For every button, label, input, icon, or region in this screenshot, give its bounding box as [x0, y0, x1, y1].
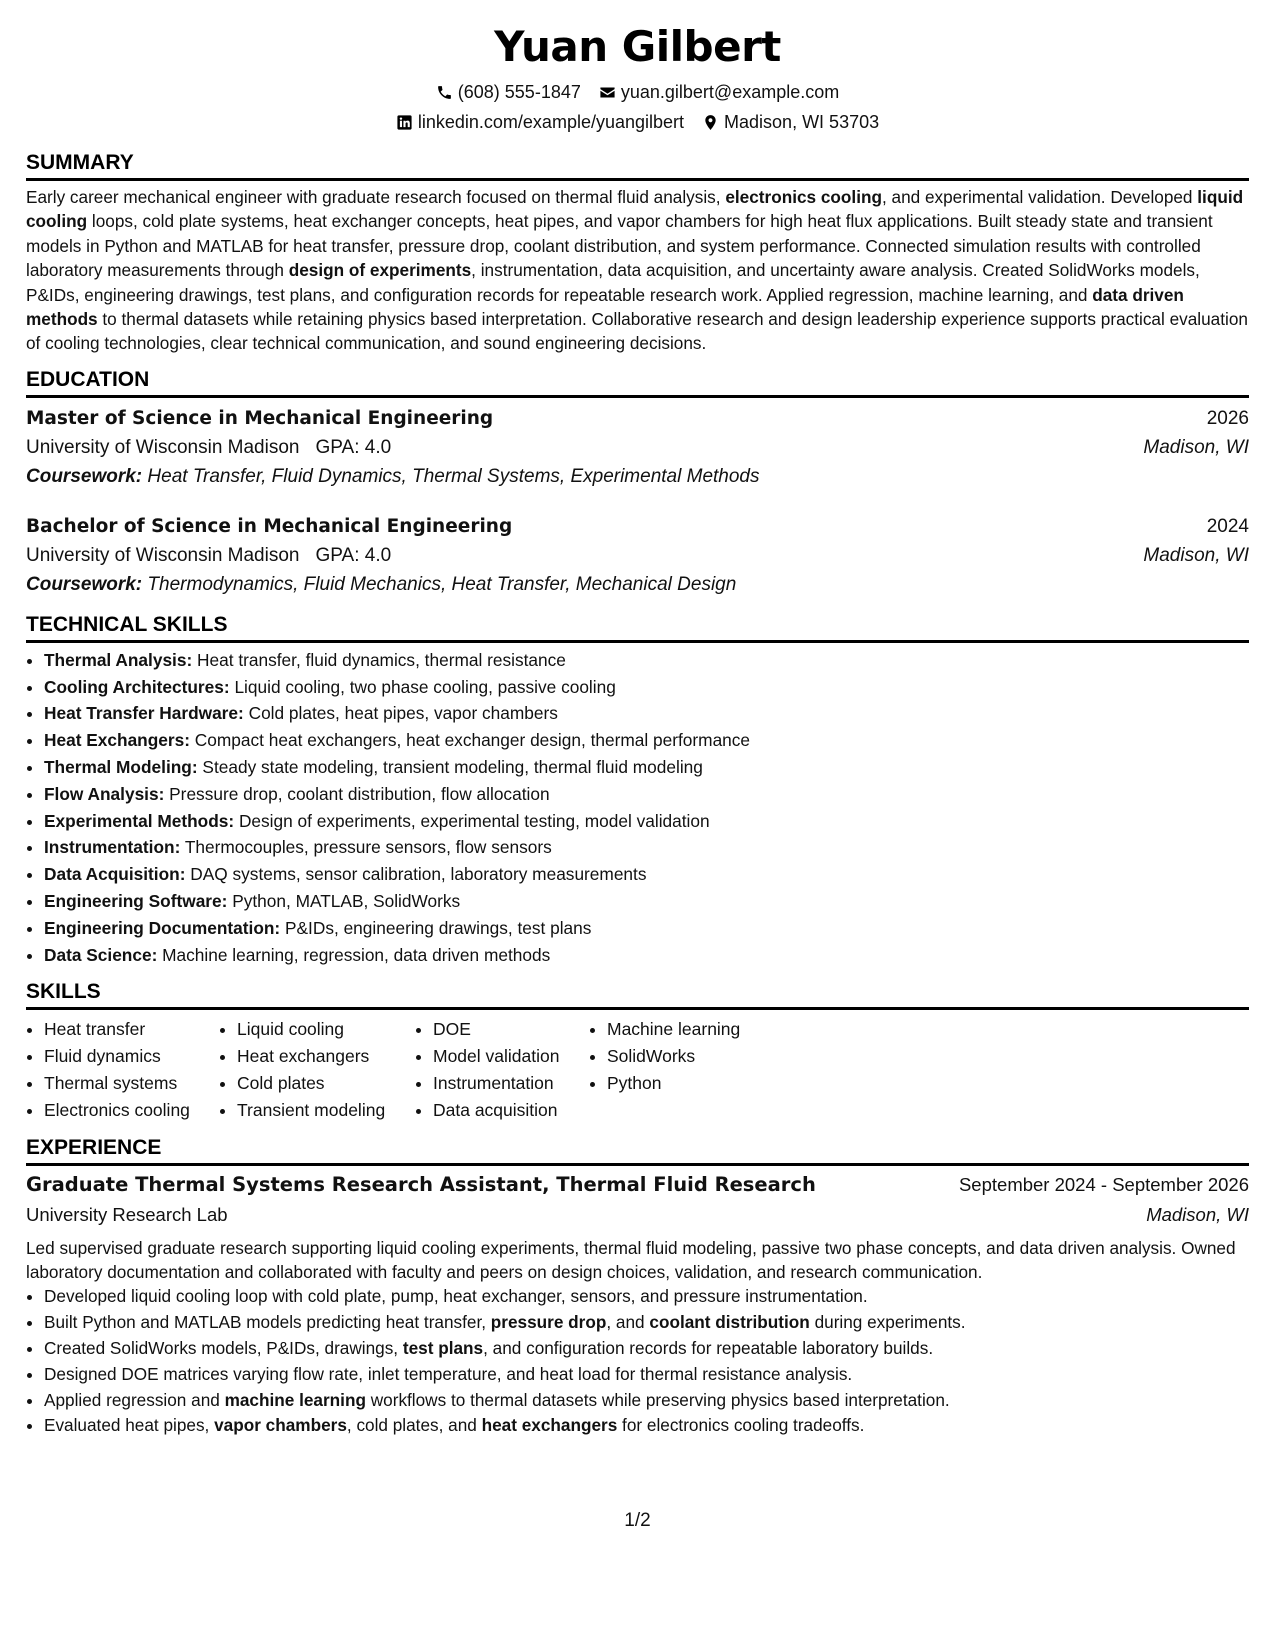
- list-item: • Created SolidWorks models, P&IDs, drawings, test plans, and configuration records for repeatable laboratory builds.: [44, 1336, 1249, 1362]
- gpa: GPA: 4.0: [315, 436, 392, 458]
- list-item: • Instrumentation: [433, 1070, 589, 1097]
- degree-title: Master of Science in Mechanical Engineering: [26, 407, 494, 429]
- education-entry-masters: [26, 404, 1249, 491]
- list-item: • Engineering Documentation: P&IDs, engineering drawings, test plans: [44, 915, 1249, 942]
- degree-title: Bachelor of Science in Mechanical Engineering: [26, 515, 513, 537]
- resume-header: [26, 22, 1249, 137]
- job-bullets: [26, 1284, 1249, 1439]
- experience-heading: EXPERIENCE: [26, 1136, 1249, 1166]
- list-item: • Developed liquid cooling loop with cold plate, pump, heat exchanger, sensors, and pressure instrumentation.: [44, 1284, 1249, 1310]
- list-item: • Machine learning: [607, 1016, 807, 1043]
- skills-column-4: [589, 1016, 807, 1124]
- list-item: • Flow Analysis: Pressure drop, coolant distribution, flow allocation: [44, 781, 1249, 808]
- school-location: Madison, WI: [1143, 544, 1249, 566]
- list-item: • Liquid cooling: [237, 1016, 415, 1043]
- list-item: • Data acquisition: [433, 1097, 589, 1124]
- linkedin-contact[interactable]: [396, 107, 684, 137]
- phone-number: (608) 555-1847: [457, 82, 581, 102]
- page-number: 1/2: [624, 1510, 651, 1531]
- school-location: Madison, WI: [1143, 436, 1249, 458]
- list-item: • Instrumentation: Thermocouples, pressure sensors, flow sensors: [44, 834, 1249, 861]
- phone-icon: [436, 84, 453, 101]
- summary-section: [26, 151, 1249, 356]
- experience-section: [26, 1136, 1249, 1439]
- list-item: • Heat Exchangers: Compact heat exchangers, heat exchanger design, thermal performance: [44, 727, 1249, 754]
- list-item: • Electronics cooling: [44, 1097, 219, 1124]
- linkedin-url[interactable]: linkedin.com/example/yuangilbert: [417, 112, 685, 132]
- list-item: • Model validation: [433, 1043, 589, 1070]
- list-item: • Designed DOE matrices varying flow rate, inlet temperature, and heat load for thermal resistance analysis.: [44, 1362, 1249, 1388]
- coursework: Coursework: Thermodynamics, Fluid Mechanics, Heat Transfer, Mechanical Design: [26, 573, 737, 595]
- school-name: University of Wisconsin Madison: [26, 436, 300, 458]
- job-location: Madison, WI: [1146, 1204, 1249, 1226]
- contact-line-2: [26, 107, 1249, 137]
- location-text: Madison, WI 53703: [724, 112, 880, 132]
- list-item: • Applied regression and machine learning workflows to thermal datasets while preserving physics based interpretation.: [44, 1388, 1249, 1414]
- skills-column-3: [415, 1016, 589, 1124]
- summary-text: Early career mechanical engineer with graduate research focused on thermal fluid analysis, electronics cooling, and experimental validation. Developed liquid cooling loops, cold plate systems, heat exchanger concepts, heat pipes, and vapor chambers for high heat flux applications. Built steady state and transient models in Python and MATLAB for heat transfer, pressure drop, coolant distribution, and system performance. Connected simulation results with controlled laboratory measurements through design of experiments, instrumentation, data acquisition, and uncertainty aware analysis. Created SolidWorks models, P&IDs, engineering drawings, test plans, and configuration records for repeatable research work. Applied regression, machine learning, and data driven methods to thermal datasets while retaining physics based interpretation. Collaborative research and design leadership experience supports practical evaluation of cooling technologies, clear technical communication, and sound engineering decisions.: [26, 187, 1248, 354]
- job-dates: September 2024 - September 2026: [958, 1174, 1249, 1196]
- school-name: University of Wisconsin Madison: [26, 544, 300, 566]
- email-address[interactable]: yuan.gilbert@example.com: [620, 82, 840, 102]
- list-item: • Fluid dynamics: [44, 1043, 219, 1070]
- list-item: • DOE: [433, 1016, 589, 1043]
- skills-column-2: [219, 1016, 415, 1124]
- list-item: • Experimental Methods: Design of experiments, experimental testing, model validation: [44, 808, 1249, 835]
- education-entry-bachelors: [26, 512, 1249, 599]
- envelope-icon: [599, 84, 616, 101]
- education-heading: EDUCATION: [26, 368, 1249, 398]
- location-contact: [702, 107, 879, 137]
- list-item: • Cold plates: [237, 1070, 415, 1097]
- gpa: GPA: 4.0: [315, 544, 392, 566]
- candidate-name: Yuan Gilbert: [494, 22, 781, 71]
- graduation-year: 2026: [1206, 407, 1249, 429]
- experience-entry: [26, 1170, 1249, 1439]
- technical-skills-heading: TECHNICAL SKILLS: [26, 613, 1249, 643]
- job-title: Graduate Thermal Systems Research Assistant, Thermal Fluid Research: [26, 1173, 816, 1197]
- list-item: • Built Python and MATLAB models predicting heat transfer, pressure drop, and coolant distribution during experiments.: [44, 1310, 1249, 1336]
- skills-grid: [26, 1016, 1249, 1124]
- list-item: • Data Science: Machine learning, regression, data driven methods: [44, 942, 1249, 969]
- list-item: • Python: [607, 1070, 807, 1097]
- list-item: • SolidWorks: [607, 1043, 807, 1070]
- list-item: • Thermal Modeling: Steady state modeling, transient modeling, thermal fluid modeling: [44, 754, 1249, 781]
- contact-line-1: [26, 77, 1249, 107]
- list-item: • Cooling Architectures: Liquid cooling, two phase cooling, passive cooling: [44, 674, 1249, 701]
- list-item: • Thermal Analysis: Heat transfer, fluid dynamics, thermal resistance: [44, 647, 1249, 674]
- job-organization: University Research Lab: [26, 1204, 228, 1226]
- list-item: • Engineering Software: Python, MATLAB, SolidWorks: [44, 888, 1249, 915]
- email-contact[interactable]: [599, 77, 839, 107]
- education-section: [26, 368, 1249, 599]
- list-item: • Heat Transfer Hardware: Cold plates, heat pipes, vapor chambers: [44, 700, 1249, 727]
- phone-contact: [436, 77, 581, 107]
- skills-section: [26, 980, 1249, 1124]
- job-description: Led supervised graduate research supporting liquid cooling experiments, thermal fluid modeling, passive two phase concepts, and data driven analysis. Owned laboratory documentation and collaborated with faculty and peers on design choices, validation, and research communication.: [26, 1238, 1236, 1283]
- map-pin-icon: [702, 114, 719, 131]
- summary-heading: SUMMARY: [26, 151, 1249, 181]
- technical-skills-section: [26, 613, 1249, 969]
- list-item: • Heat exchangers: [237, 1043, 415, 1070]
- list-item: • Heat transfer: [44, 1016, 219, 1043]
- coursework: Coursework: Heat Transfer, Fluid Dynamics, Thermal Systems, Experimental Methods: [26, 465, 760, 487]
- skills-heading: SKILLS: [26, 980, 1249, 1010]
- list-item: • Data Acquisition: DAQ systems, sensor calibration, laboratory measurements: [44, 861, 1249, 888]
- list-item: • Thermal systems: [44, 1070, 219, 1097]
- linkedin-icon: [396, 114, 413, 131]
- list-item: • Transient modeling: [237, 1097, 415, 1124]
- skills-column-1: [26, 1016, 219, 1124]
- technical-skills-list: [26, 647, 1249, 969]
- list-item: • Evaluated heat pipes, vapor chambers, cold plates, and heat exchangers for electronics cooling tradeoffs.: [44, 1413, 1249, 1439]
- graduation-year: 2024: [1206, 515, 1249, 537]
